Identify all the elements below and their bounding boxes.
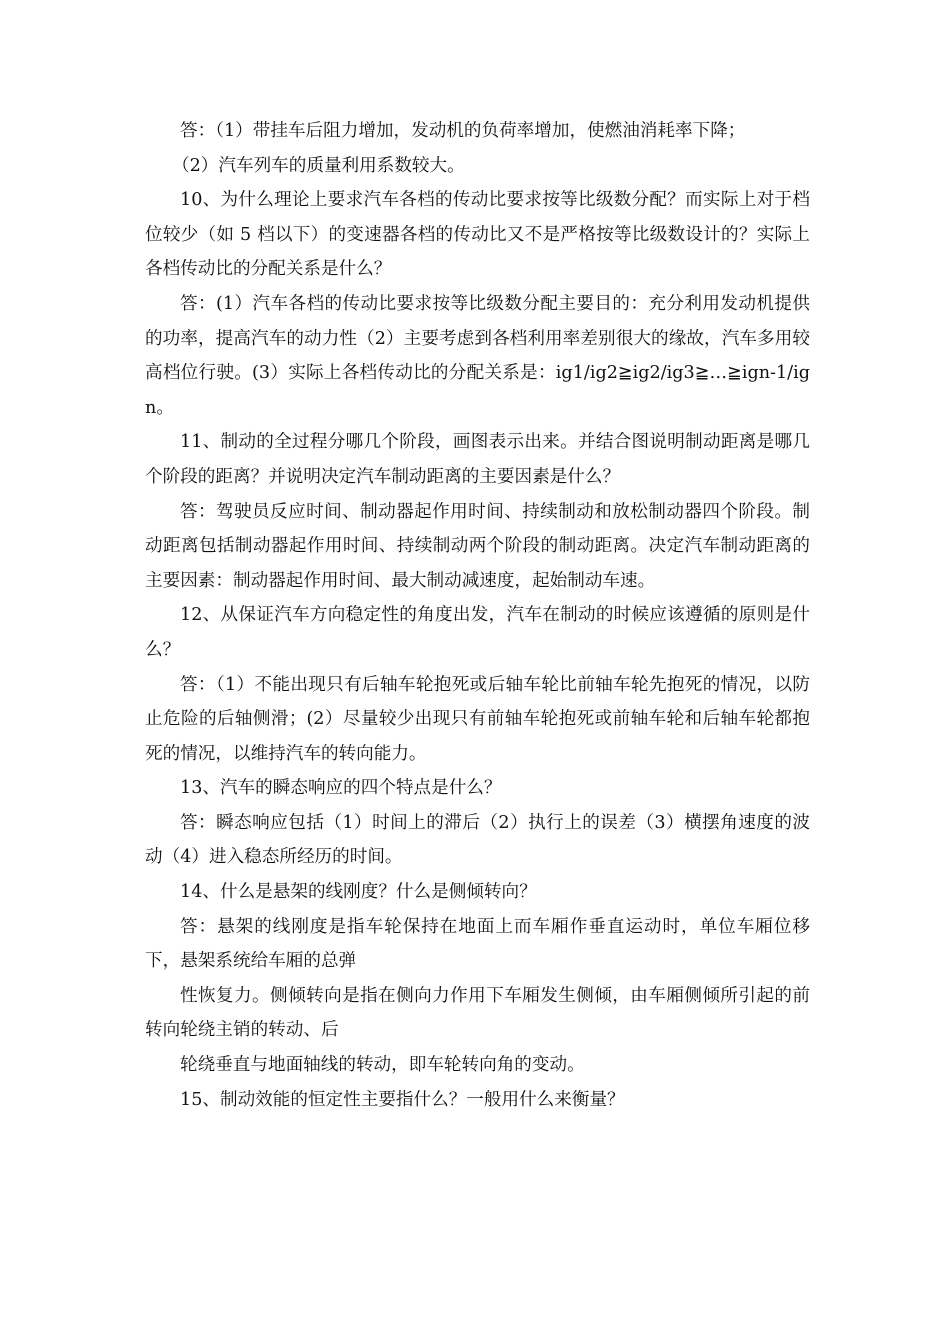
answer-12: 答：（1）不能出现只有后轴车轮抱死或后轴车轮比前轴车轮先抱死的情况，以防止危险的后轴侧滑；(2）尽量较少出现只有前轴车轮抱死或前轴车轮和后轴车轮都抱死的情况，以维持汽车的转向能力。 bbox=[145, 674, 810, 764]
question-13: 13、汽车的瞬态响应的四个特点是什么？ bbox=[180, 778, 502, 799]
question-15: 15、制动效能的恒定性主要指什么？一般用什么来衡量？ bbox=[180, 1089, 625, 1110]
answer-14-part3: 轮绕垂直与地面轴线的转动，即车轮转向角的变动。 bbox=[180, 1055, 585, 1076]
question-12: 12、从保证汽车方向稳定性的角度出发，汽车在制动的时候应该遵循的原则是什么？ bbox=[145, 605, 810, 660]
question-14: 14、什么是悬架的线刚度？什么是侧倾转向？ bbox=[180, 882, 537, 903]
document-page bbox=[145, 114, 810, 1117]
answer-11: 答：驾驶员反应时间、制动器起作用时间、持续制动和放松制动器四个阶段。制动距离包括制动器起作用时间、持续制动两个阶段的制动距离。决定汽车制动距离的主要因素：制动器起作用时间、最大制动减速度，起始制动车速。 bbox=[145, 501, 810, 591]
answer-13: 答：瞬态响应包括（1）时间上的滞后（2）执行上的误差（3）横摆角速度的波动（4）进入稳态所经历的时间。 bbox=[145, 812, 810, 868]
answer-9-part2: （2）汽车列车的质量利用系数较大。 bbox=[172, 155, 465, 176]
answer-10: 答：(1）汽车各档的传动比要求按等比级数分配主要目的：充分利用发动机提供的功率，提高汽车的动力性（2）主要考虑到各档利用率差别很大的缘故，汽车多用较高档位行驶。(3）实际上各档传动比的分配关系是：ig1/ig2≧ig2/ig3≧…≧ign-1/ign。 bbox=[145, 293, 810, 418]
answer-14-part1: 答：悬架的线刚度是指车轮保持在地面上而车厢作垂直运动时，单位车厢位移下，悬架系统给车厢的总弹 bbox=[145, 916, 810, 972]
answer-9-part1: 答：（1）带挂车后阻力增加，发动机的负荷率增加，使燃油消耗率下降； bbox=[180, 121, 746, 141]
question-10: 10、为什么理论上要求汽车各档的传动比要求按等比级数分配？而实际上对于档位较少（如 5 档以下）的变速器各档的传动比又不是严格按等比级数设计的？实际上各档传动比的分配关系是什么？ bbox=[145, 190, 810, 280]
question-11: 11、制动的全过程分哪几个阶段，画图表示出来。并结合图说明制动距离是哪几个阶段的距离？并说明决定汽车制动距离的主要因素是什么？ bbox=[145, 432, 810, 487]
answer-14-part2: 性恢复力。侧倾转向是指在侧向力作用下车厢发生侧倾，由车厢侧倾所引起的前转向轮绕主销的转动、后 bbox=[145, 985, 810, 1041]
